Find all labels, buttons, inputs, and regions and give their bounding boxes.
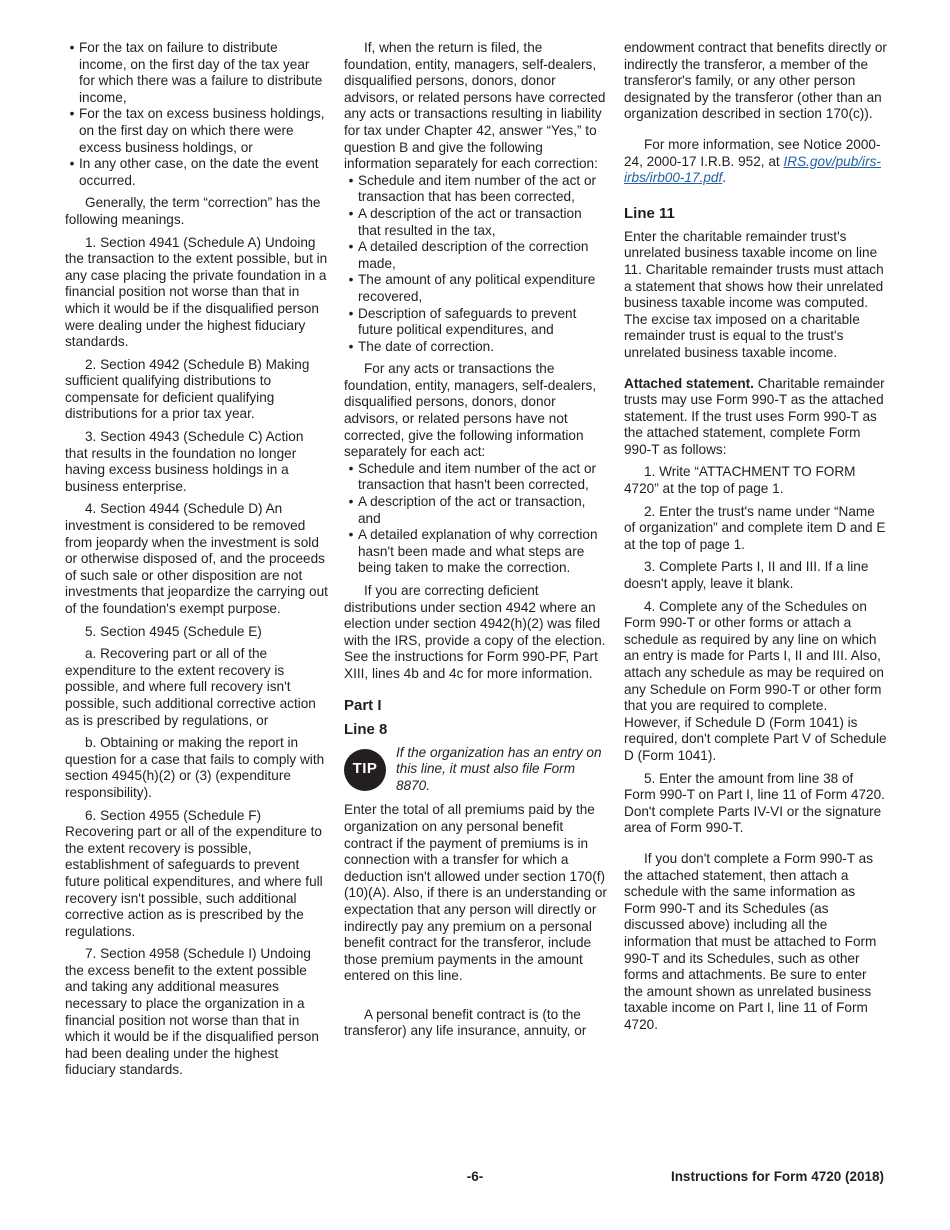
numbered-item: 1. Write “ATTACHMENT TO FORM 4720” at the top of page 1. (624, 464, 856, 497)
numbered-item: 2. Section 4942 (Schedule B) Making sufficient qualifying distributions to compensate for deficient qualifying distributions for a prior tax year. (65, 356, 310, 422)
tip-box (344, 745, 607, 795)
column-left (65, 40, 328, 1079)
paragraph: endowment contract that benefits directly or indirectly the transferor, a member of the transferor's family, or any other person designated by the transferor (other than an organization described in section 170(c)). (624, 40, 887, 122)
bullet-item: • For the tax on excess business holdings, on the first day on which there were excess business holdings, or (65, 106, 328, 156)
paragraph: Generally, the term “correction” has the following meanings. (65, 195, 321, 227)
paragraph: Enter the total of all premiums paid by the organization on any personal benefit contract if the payment of premiums is in connection with a transfer for which a deduction isn't allowed under section 170(f)(10)(A). Also, if there is an understanding or expectation that any person will directly or indirectly pay any premium on a personal benefit contract for the transferor, include those premium payments in the amount entered on this line. (344, 802, 607, 984)
paragraph: If you don't complete a Form 990-T as the attached statement, then attach a schedule with the same information as Form 990-T and its Schedules (as discussed above) including all the information that must be attached to Form 990-T and its Schedules, such as other forms and attachments. Be sure to enter the amount shown as unrelated business taxable income on Part I, line 11 of Form 4720. (624, 850, 877, 1032)
irb-link[interactable]: IRS.gov/pub/irs-irbs/irb00-17.pdf (624, 153, 881, 186)
section-heading-line-8: Line 8 (344, 720, 388, 738)
lettered-item: a. Recovering part or all of the expenditure to the extent recovery is possible, and where full recovery isn't possible, such additional corrective action as is prescribed by regulations, or (65, 646, 316, 728)
period: . (722, 170, 727, 186)
paragraph: Enter the charitable remainder trust's unrelated business taxable income on line 11. Charitable remainder trusts must attach a statement that shows how their unrelated business taxable income was computed. The excise tax imposed on a charitable remainder trust is equal to the trust's unrelated business taxable income. (624, 228, 884, 360)
bullet-item: • For the tax on failure to distribute income, on the first day of the tax year for which there was a failure to distribute income, (65, 40, 328, 106)
bullet-item: • In any other case, on the date the event occurred. (65, 156, 328, 189)
footer-title: Instructions for Form 4720 (2018) (670, 1169, 884, 1184)
notice-text: For more information, see Notice 2000-24, 2000-17 I.R.B. 952, at (624, 136, 881, 169)
paragraph (624, 376, 887, 459)
column-right (624, 40, 887, 1033)
bullet-item: • The date of correction. (344, 339, 607, 356)
page-number: -6- (466, 1169, 484, 1184)
bullet-item: • A detailed explanation of why correction hasn't been made and what steps are being taken to make the correction. (344, 527, 607, 577)
paragraph: If you are correcting deficient distributions under section 4942 where an election under section 4942(h)(2) was filed with the IRS, provide a copy of the election. See the instructions for Form 990-PF, Part XIII, lines 4b and 4c for more information. (344, 583, 606, 681)
paragraph: For any acts or transactions the foundation, entity, managers, self-dealers, disqualified persons, donors, donor advisors, or related persons have not corrected, give the following information separately for each act: (344, 361, 597, 460)
numbered-item: 5. Section 4945 (Schedule E) (85, 623, 262, 639)
bullet-item: • The amount of any political expenditure recovered, (344, 272, 607, 305)
bullet-item: • Schedule and item number of the act or transaction that has been corrected, (344, 173, 607, 206)
run-in-text: Charitable remainder trusts may use Form 990-T as the attached statement. If the trust uses Form 990-T as the attached statement, complete Form 990-T as follows: (624, 375, 885, 457)
numbered-item: 4. Complete any of the Schedules on Form 990-T or other forms or attach a schedule as required by any line on which an entry is made for Parts I, II and III. Also, attach any schedule as may be required on any Schedule on Form 990-T or other form that you are required to complete. However, if Schedule D (Form 1041) is required, don't complete Part V of Schedule D (Form 1041). (624, 598, 887, 763)
paragraph (624, 137, 887, 187)
numbered-item: 6. Section 4955 (Schedule F) Recovering part or all of the expenditure to the extent recovery is possible, establishment of safeguards to prevent future political expenditures, and where full recovery isn't possible, such additional corrective action as is prescribed by the regulations. (65, 807, 323, 939)
bullet-item: • Description of safeguards to prevent future political expenditures, and (344, 306, 607, 339)
run-in-heading: Attached statement. (624, 375, 754, 391)
numbered-item: 2. Enter the trust's name under “Name of organization” and complete item D and E at the top of page 1. (624, 503, 886, 552)
lettered-item: b. Obtaining or making the report in question for a case that fails to comply with section 4945(h)(2) or (3) (expenditure responsibility). (65, 735, 325, 800)
numbered-item: 5. Enter the amount from line 38 of Form 990-T on Part I, line 11 of Form 4720. Don't complete Parts IV-VI or the signature area of Form 990-T. (624, 770, 885, 836)
numbered-item: 4. Section 4944 (Schedule D) An investment is considered to be removed from jeopardy when the investment is sold or otherwise disposed of, and the proceeds of such sale or other disposition are not investments that jeopardize the carrying out of the foundation's exempt purpose. (65, 501, 328, 616)
numbered-item: 3. Complete Parts I, II and III. If a line doesn't apply, leave it blank. (624, 559, 869, 592)
paragraph: If, when the return is filed, the foundation, entity, managers, self-dealers, disqualified persons, donors, donor advisors, or related persons have corrected any acts or transactions resulting in liability for tax under Chapter 42, answer “Yes,” to question B and give the following information separately for each correction: (344, 40, 606, 172)
bullet-item: • A description of the act or transaction that resulted in the tax, (344, 206, 607, 239)
bullet-item: • A detailed description of the correction made, (344, 239, 607, 272)
numbered-item: 7. Section 4958 (Schedule I) Undoing the excess benefit to the extent possible and taking any additional measures necessary to place the organization in a financial position not worse than that in which it would be if the disqualified person had been dealing under the highest fiduciary standards. (65, 946, 319, 1078)
numbered-item: 3. Section 4943 (Schedule C) Action that results in the foundation no longer having excess business holdings in a business enterprise. (65, 429, 304, 494)
tip-text: If the organization has an entry on this line, it must also file Form 8870. (396, 744, 602, 793)
section-heading-part-1: Part I (344, 696, 382, 714)
section-heading-line-11: Line 11 (624, 204, 675, 222)
column-middle (344, 40, 607, 1040)
paragraph: A personal benefit contract is (to the transferor) any life insurance, annuity, or (344, 1006, 587, 1039)
bullet-item: • Schedule and item number of the act or transaction that hasn't been corrected, (344, 461, 607, 494)
tip-icon: TIP (344, 749, 386, 791)
bullet-item: • A description of the act or transaction, and (344, 494, 607, 527)
numbered-item: 1. Section 4941 (Schedule A) Undoing the transaction to the extent possible, but in any case placing the private foundation in a financial position not worse than that in which it would be if the disqualified person were dealing under the highest fiduciary standards. (65, 234, 328, 350)
